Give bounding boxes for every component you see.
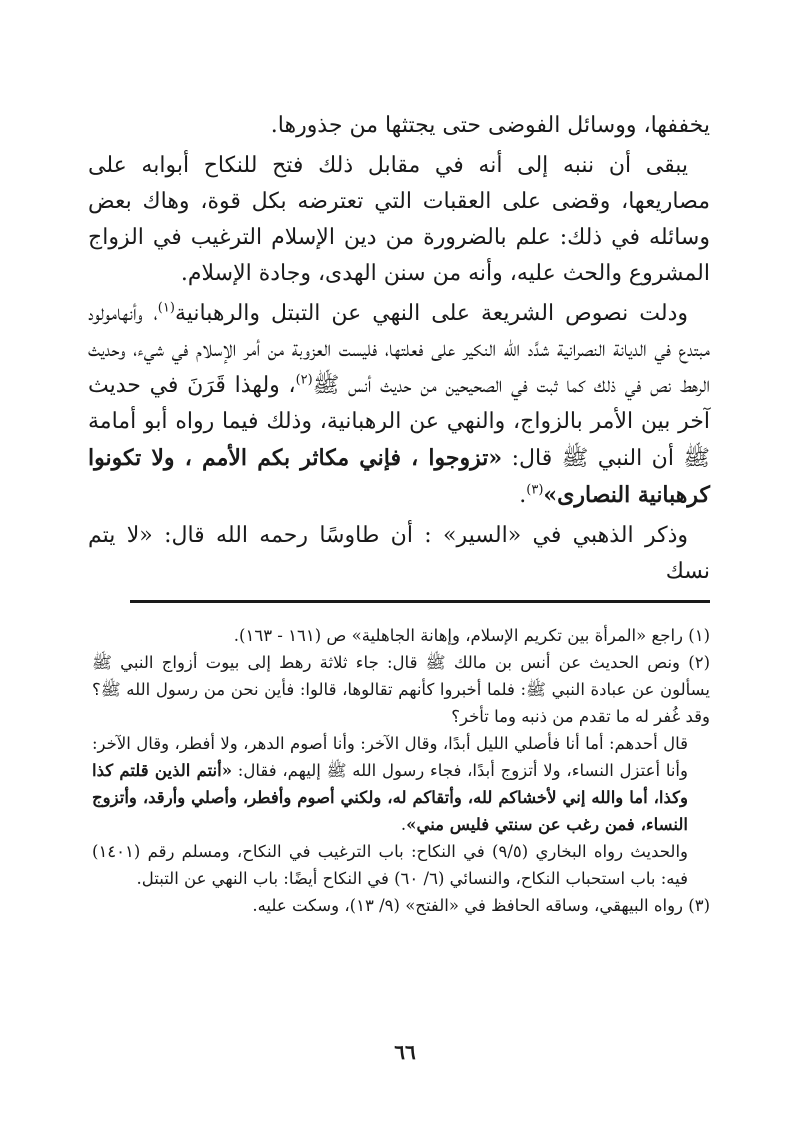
body-text-run: ، وأنهامولود مبتدع في الديانة النصرانية شدَّد الله النكير على فعلتها، فليست العزوبة من أمر الإسلام في شيء، وحديث الرهط نص في ذلك كما ثبت في الصحيحين من حديث أنس ﷺ	[88, 301, 710, 398]
body-paragraph	[88, 148, 710, 292]
footnote-text: رواه البيهقي، وساقه الحافظ في «الفتح» (٩/ ١٣)، وسكت عليه.	[252, 896, 689, 915]
footnote-text: راجع «المرأة بين تكريم الإسلام، وإهانة الجاهلية» ص (١٦١ - ١٦٣).	[233, 626, 689, 645]
footnote-hadith-source: والحديث رواه البخاري (٩/٥) في النكاح: باب الترغيب في النكاح، ومسلم رقم (١٤٠١) فيه: باب استحباب النكاح، والنسائي (٦/ ٦٠) في النكاح أيضًا: باب النهي عن التبتل.	[92, 842, 688, 888]
body-text-run: ، ولهذا قَرَنَ في حديث آخر بين الأمر بالزواج، والنهي عن الرهبانية، وذلك فيما رواه أبو أمامة ﷺ أن النبي ﷺ قال:	[88, 373, 710, 471]
footnote-text: ونص الحديث عن أنس بن مالك ﷺ قال: جاء ثلاثة رهط إلى بيوت أزواج النبي ﷺ يسألون عن عبادة النبي ﷺ: فلما أخبروا كأنهم تقالوها، قالوا: فأين نحن من رسول الله ﷺ؟ وقد غُفر له ما تقدم من ذنبه وما تأخر؟	[92, 653, 710, 726]
main-text	[88, 108, 710, 594]
footnotes	[92, 622, 710, 919]
hadith-quote: «تزوجوا ، فإني مكاثر بكم الأمم ، ولا تكونوا كرهبانية النصارى»	[88, 445, 710, 508]
footnote-1	[92, 622, 710, 649]
body-paragraph	[88, 518, 710, 590]
body-text-run: ودلت نصوص الشريعة على النهي عن التبتل والرهبانية	[174, 301, 688, 326]
footnote-hadith-story	[92, 730, 710, 838]
footnote-quote: «أنتم الذين قلتم كذا وكذا، أما والله إني لأخشاكم لله، وأتقاكم له، ولكني أصوم وأفطر، وأصلي وأرقد، وأتزوج النساء، فمن رغب عن سنتي فليس مني»	[92, 761, 688, 834]
body-paragraph	[88, 296, 710, 514]
body-text-run: يبقى أن ننبه إلى أنه في مقابل ذلك فتح للنكاح أبوابه على مصاريعها، وقضى على العقبات التي تعترضه بكل قوة، وهاك بعض وسائله في ذلك: علم بالضرورة من دين الإسلام الترغيب في الزواج المشروع والحث عليه، وأنه من سنن الهدى، وجادة الإسلام.	[88, 153, 710, 286]
footnote-reference: (١)	[157, 300, 175, 316]
footnote-reference: (٢)	[295, 372, 313, 388]
body-text-run: .	[519, 483, 527, 508]
footnote-number: (٣)	[688, 896, 710, 915]
footnote-3	[92, 892, 710, 919]
footnote-2	[92, 649, 710, 892]
footnote-quote-end: .	[400, 815, 407, 834]
footnote-story-text: قال أحدهم: أما أنا فأصلي الليل أبدًا، وقال الآخر: وأنا أصوم الدهر، ولا أفطر، وقال الآخر: وأنا أعتزل النساء، ولا أتزوج أبدًا، فجاء رسول الله ﷺ إليهم، فقال:	[92, 734, 688, 780]
footnote-number: (١)	[688, 626, 710, 645]
page-number: ٦٦	[394, 1040, 416, 1064]
footnote-divider	[130, 600, 710, 603]
body-paragraph	[88, 108, 710, 144]
body-text-run: وذكر الذهبي في «السير» : أن طاوسًا رحمه الله قال: «لا يتم نسك	[88, 523, 710, 584]
body-text-run: يخففها، ووسائل الفوضى حتى يجتثها من جذورها.	[270, 113, 710, 138]
footnote-number: (٢)	[688, 653, 710, 672]
footnote-reference: (٣)	[526, 482, 544, 498]
